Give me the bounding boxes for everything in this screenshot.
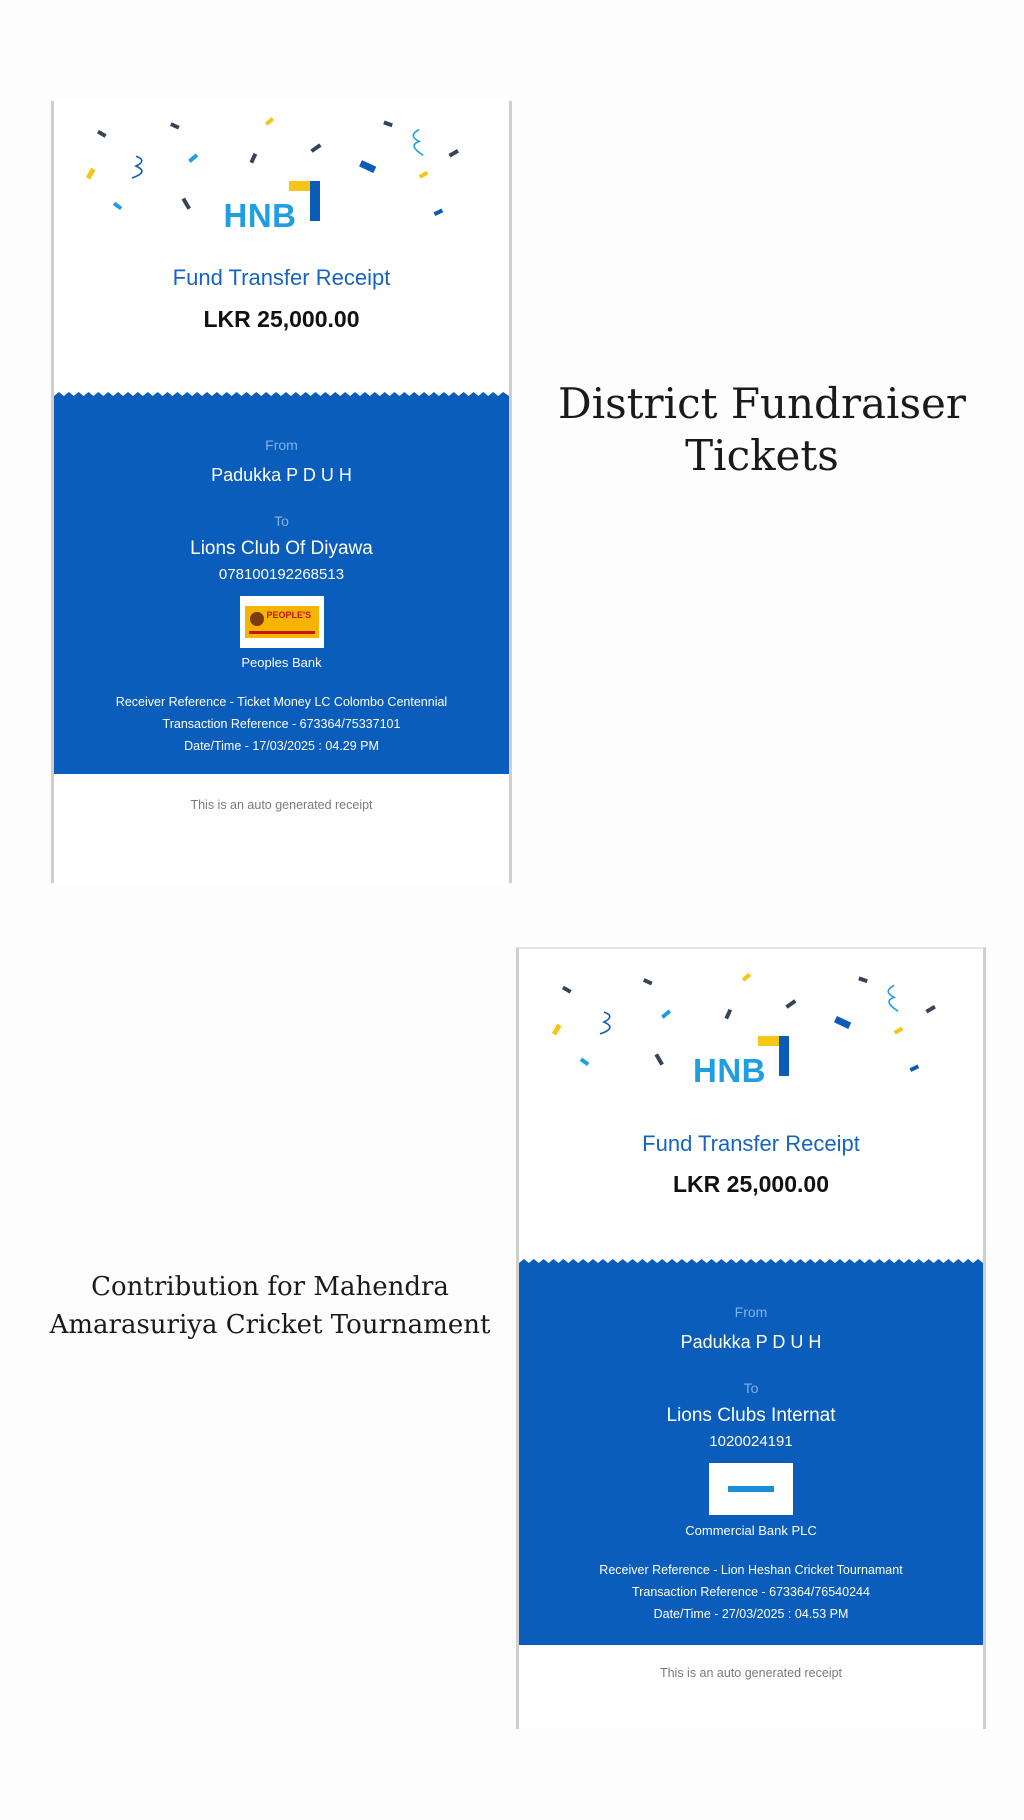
receiver-reference: Receiver Reference - Lion Heshan Cricket Tournamant bbox=[599, 1563, 903, 1577]
sender-name: Padukka P D U H bbox=[211, 465, 352, 485]
receipt-title: Fund Transfer Receipt bbox=[172, 265, 391, 290]
to-label: To bbox=[743, 1380, 759, 1396]
recipient-name: Lions Club Of Diyawa bbox=[190, 538, 373, 559]
receipt-card-2 bbox=[516, 947, 986, 1729]
receipt-title: Fund Transfer Receipt bbox=[642, 1131, 860, 1156]
receipt-amount: LKR 25,000.00 bbox=[673, 1171, 829, 1197]
receipt-amount: LKR 25,000.00 bbox=[203, 306, 360, 332]
receipt-card-1 bbox=[51, 101, 512, 883]
transaction-reference: Transaction Reference - 673364/76540244 bbox=[632, 1585, 870, 1599]
transfer-details-panel bbox=[54, 400, 509, 774]
bank-name: Commercial Bank PLC bbox=[685, 1523, 817, 1538]
hnb-logo bbox=[519, 1036, 983, 1092]
caption-line: District Fundraiser bbox=[558, 379, 966, 428]
auto-generated-note: This is an auto generated receipt bbox=[659, 1666, 843, 1680]
hnb-logo bbox=[54, 181, 509, 237]
bank-logo bbox=[709, 1463, 793, 1515]
from-label: From bbox=[734, 1304, 768, 1320]
caption-cricket-contribution bbox=[20, 1268, 520, 1344]
recipient-account: 1020024191 bbox=[709, 1433, 793, 1450]
hnb-logo-text: HNB bbox=[693, 1052, 766, 1089]
transfer-details-panel bbox=[519, 1267, 983, 1645]
hnb-logo-blue-bar bbox=[779, 1036, 789, 1076]
hnb-logo-text: HNB bbox=[223, 197, 297, 234]
hnb-logo-blue-bar bbox=[310, 181, 320, 221]
transaction-datetime: Date/Time - 17/03/2025 : 04.29 PM bbox=[184, 739, 379, 753]
receiver-reference: Receiver Reference - Ticket Money LC Colombo Centennial bbox=[115, 695, 448, 709]
sender-name: Padukka P D U H bbox=[680, 1332, 822, 1352]
zigzag-edge bbox=[54, 392, 509, 401]
recipient-account: 078100192268513 bbox=[218, 566, 345, 583]
peoples-bank-logo bbox=[245, 606, 319, 638]
transaction-datetime: Date/Time - 27/03/2025 : 04.53 PM bbox=[653, 1607, 849, 1621]
from-label: From bbox=[265, 437, 298, 453]
caption-line: Tickets bbox=[685, 431, 839, 480]
peoples-bank-logo-text: PEOPLE'S bbox=[266, 610, 312, 620]
transaction-reference: Transaction Reference - 673364/75337101 bbox=[162, 717, 401, 731]
bank-name: Peoples Bank bbox=[241, 655, 322, 670]
recipient-name: Lions Clubs Internat bbox=[666, 1405, 836, 1426]
peoples-bank-emblem-icon bbox=[250, 612, 264, 626]
caption-line: Contribution for Mahendra bbox=[91, 1272, 449, 1302]
bank-logo bbox=[240, 596, 324, 648]
zigzag-edge bbox=[519, 1259, 983, 1268]
caption-district-fundraiser bbox=[537, 378, 987, 482]
to-label: To bbox=[274, 513, 289, 529]
auto-generated-note: This is an auto generated receipt bbox=[190, 798, 373, 812]
peoples-bank-logo-stripe bbox=[249, 631, 315, 634]
caption-line: Amarasuriya Cricket Tournament bbox=[49, 1310, 491, 1340]
commercial-bank-logo bbox=[728, 1486, 774, 1492]
